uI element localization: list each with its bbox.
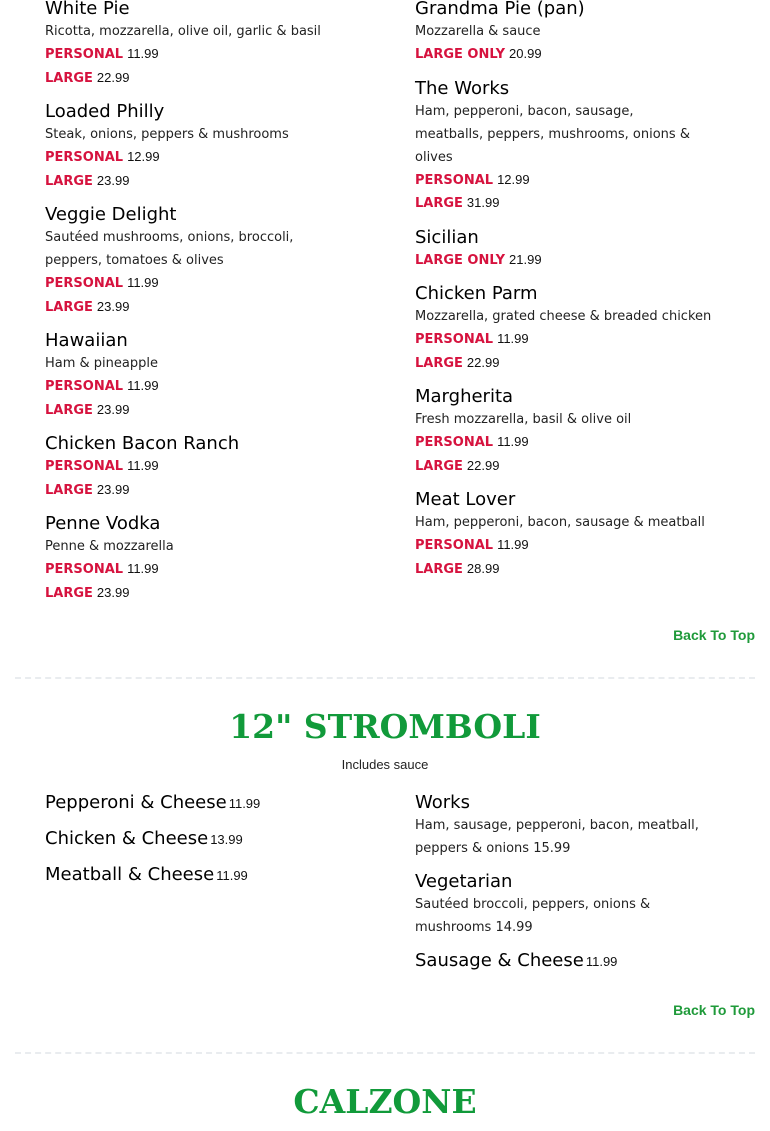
menu-item xyxy=(45,203,375,319)
price-value: 11.99 xyxy=(497,537,529,552)
price-row xyxy=(45,170,375,194)
price-value: 22.99 xyxy=(466,354,500,370)
price-row xyxy=(45,43,375,67)
price-label: PERSONAL xyxy=(45,276,124,291)
price-row xyxy=(45,146,375,170)
menu-item xyxy=(45,0,375,90)
item-description: Penne & mozzarella xyxy=(45,539,174,554)
price-label: LARGE xyxy=(415,458,463,474)
price-value: 12.99 xyxy=(127,149,160,164)
item-name: Chicken Bacon Ranch xyxy=(45,433,240,454)
price-row xyxy=(45,296,375,320)
price-label: LARGE xyxy=(415,355,463,371)
price-value: 12.99 xyxy=(497,171,530,187)
price-row xyxy=(415,249,745,273)
menu-item xyxy=(45,827,375,850)
price-row xyxy=(415,328,745,352)
item-name: Works xyxy=(415,792,470,813)
item-name: Meatball & Cheese xyxy=(45,864,215,885)
price-label: LARGE xyxy=(45,585,93,601)
item-name: Sicilian xyxy=(415,226,479,248)
section-subtitle: Includes sauce xyxy=(341,757,429,772)
price-value: 11.99 xyxy=(127,275,159,290)
item-description: Ham, pepperoni, bacon, sausage, meatballs, peppers, mushrooms, onions & olives xyxy=(415,103,690,165)
price-value: 11.99 xyxy=(127,458,159,473)
price-value: 22.99 xyxy=(96,69,130,85)
item-name: Vegetarian xyxy=(415,871,513,892)
price-row xyxy=(45,272,375,296)
menu-item xyxy=(45,100,375,193)
price-row xyxy=(45,582,375,606)
price-label: LARGE xyxy=(45,173,93,189)
price-label: PERSONAL xyxy=(45,562,124,577)
price-value: 23.99 xyxy=(96,401,130,417)
item-name: Hawaiian xyxy=(45,330,128,351)
item-name: Sausage & Cheese xyxy=(415,950,584,971)
section-title-calzone: CALZONE xyxy=(293,1082,477,1121)
item-description: Fresh mozzarella, basil & olive oil xyxy=(415,412,632,427)
price-value: 23.99 xyxy=(96,584,130,600)
item-name: Grandma Pie (pan) xyxy=(415,0,585,19)
item-price: 11.99 xyxy=(585,954,618,969)
price-row xyxy=(415,455,745,479)
menu-item xyxy=(415,282,745,375)
menu-item xyxy=(45,329,375,422)
menu-item xyxy=(45,512,375,605)
item-name: The Works xyxy=(415,77,510,99)
price-label: PERSONAL xyxy=(415,435,494,450)
item-description xyxy=(415,893,725,939)
menu-item xyxy=(415,385,745,478)
description-text: Sautéed broccoli, peppers, onions & mushrooms xyxy=(415,897,651,935)
menu-item xyxy=(415,226,745,273)
price-row xyxy=(415,192,745,216)
price-label: LARGE xyxy=(45,402,93,418)
item-description: Ham & pineapple xyxy=(45,356,158,371)
pizza-right-column xyxy=(415,0,745,591)
price-label: LARGE xyxy=(45,299,93,315)
price-row xyxy=(45,479,375,503)
back-to-top-link[interactable]: Back To Top xyxy=(673,1002,755,1018)
price-value: 11.99 xyxy=(127,561,159,576)
price-value: 23.99 xyxy=(96,298,130,314)
price-value: 22.99 xyxy=(466,457,500,473)
menu-item xyxy=(415,949,745,972)
item-description: Steak, onions, peppers & mushrooms xyxy=(45,127,289,142)
price-value: 23.99 xyxy=(96,481,130,497)
item-name: Chicken & Cheese xyxy=(45,828,209,849)
price-value: 31.99 xyxy=(466,195,500,210)
section-divider xyxy=(15,1052,755,1054)
price-value: 28.99 xyxy=(466,560,500,576)
price-label: LARGE ONLY xyxy=(415,47,506,62)
section-title-stromboli: 12" STROMBOLI xyxy=(229,707,541,746)
item-price: 11.99 xyxy=(216,868,248,883)
price-row xyxy=(415,431,745,455)
section-divider xyxy=(15,677,755,679)
stromboli-left-column xyxy=(45,791,375,896)
price-label: LARGE ONLY xyxy=(415,252,506,268)
item-description xyxy=(415,814,705,860)
price-label: LARGE xyxy=(45,482,93,498)
item-description: Ham, pepperoni, bacon, sausage & meatball xyxy=(415,515,705,530)
item-name: Chicken Parm xyxy=(415,283,538,304)
menu-item xyxy=(415,870,745,939)
price-row xyxy=(415,558,745,582)
menu-item xyxy=(415,791,745,860)
item-price: 15.99 xyxy=(533,841,571,856)
price-value: 11.99 xyxy=(127,46,159,61)
menu-item xyxy=(45,863,375,886)
price-label: PERSONAL xyxy=(45,379,124,394)
price-label: PERSONAL xyxy=(45,47,124,62)
price-label: LARGE xyxy=(415,561,463,577)
item-description: Sautéed mushrooms, onions, broccoli, peppers, tomatoes & olives xyxy=(45,230,294,268)
price-value: 20.99 xyxy=(509,46,542,61)
pizza-left-column xyxy=(45,0,375,615)
item-name: Loaded Philly xyxy=(45,101,165,122)
menu-item xyxy=(45,791,375,814)
price-row xyxy=(415,169,745,193)
item-price: 14.99 xyxy=(495,920,533,935)
menu-item xyxy=(415,488,745,581)
stromboli-right-column xyxy=(415,791,745,982)
item-description: Mozzarella & sauce xyxy=(415,24,541,39)
description-text: Ham, sausage, pepperoni, bacon, meatball, peppers & onions xyxy=(415,818,699,856)
menu-item xyxy=(415,0,745,67)
price-row xyxy=(415,534,745,558)
item-description: Mozzarella, grated cheese & breaded chicken xyxy=(415,309,712,324)
price-value: 11.99 xyxy=(497,331,529,346)
price-label: PERSONAL xyxy=(415,332,494,347)
item-name: Penne Vodka xyxy=(45,513,161,534)
price-label: LARGE xyxy=(45,70,93,86)
menu-item xyxy=(415,77,745,216)
price-label: PERSONAL xyxy=(45,150,124,165)
price-label: PERSONAL xyxy=(45,459,124,474)
back-to-top-link[interactable]: Back To Top xyxy=(673,627,755,643)
price-label: PERSONAL xyxy=(415,172,494,188)
price-row xyxy=(45,375,375,399)
price-row xyxy=(415,352,745,376)
price-row xyxy=(45,455,375,479)
menu-item xyxy=(45,432,375,502)
price-value: 11.99 xyxy=(497,434,529,449)
price-row xyxy=(45,558,375,582)
price-value: 23.99 xyxy=(96,172,130,188)
item-name: Meat Lover xyxy=(415,489,516,510)
item-price: 11.99 xyxy=(228,796,261,811)
item-name: Veggie Delight xyxy=(45,204,177,225)
price-value: 21.99 xyxy=(509,251,542,267)
price-row xyxy=(415,43,745,67)
price-row xyxy=(45,399,375,423)
item-price: 13.99 xyxy=(210,832,243,847)
item-name: White Pie xyxy=(45,0,130,19)
price-label: LARGE xyxy=(415,196,463,211)
price-value: 11.99 xyxy=(127,378,159,393)
item-name: Pepperoni & Cheese xyxy=(45,792,227,813)
price-row xyxy=(45,67,375,91)
price-label: PERSONAL xyxy=(415,538,494,553)
item-name: Margherita xyxy=(415,386,514,407)
item-description: Ricotta, mozzarella, olive oil, garlic & basil xyxy=(45,24,321,39)
